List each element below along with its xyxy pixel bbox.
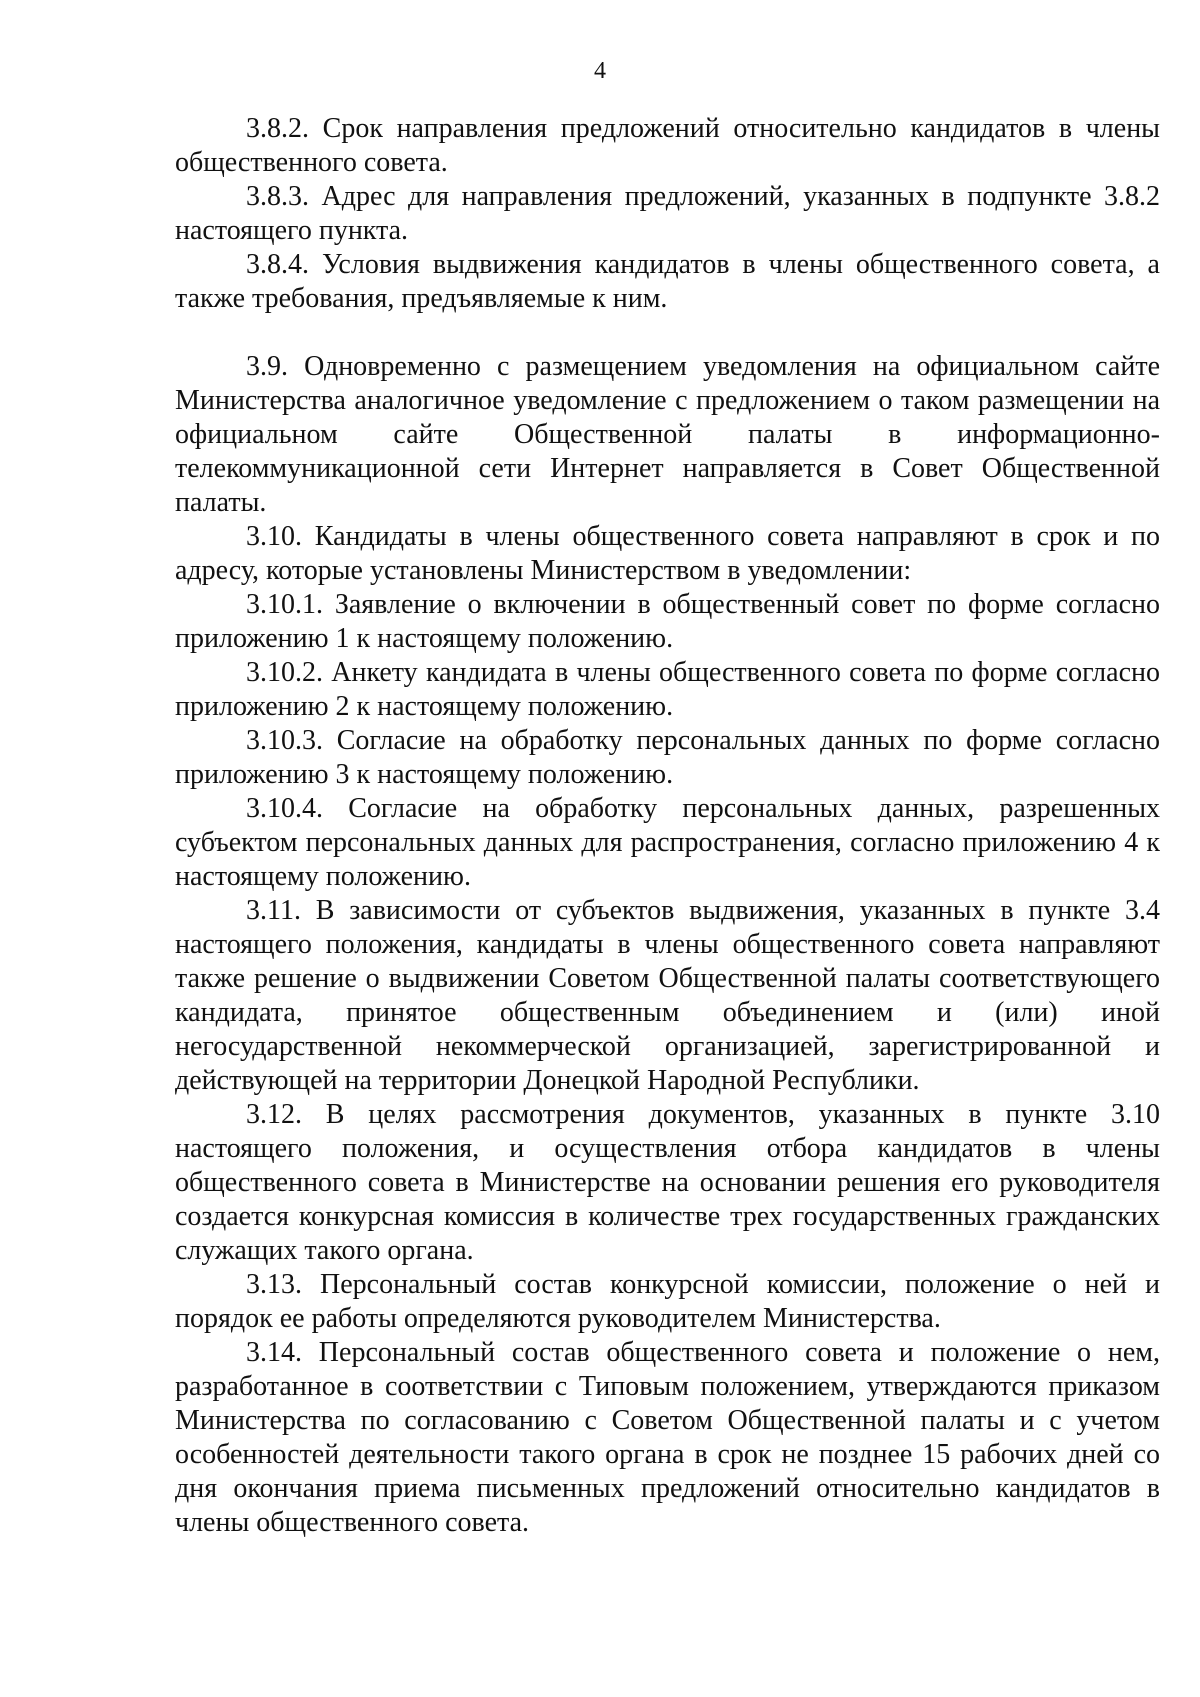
paragraph-3-10-2: 3.10.2. Анкету кандидата в члены общественного совета по форме согласно приложению 2 к настоящему положению.	[175, 657, 1160, 722]
paragraph-3-11: 3.11. В зависимости от субъектов выдвижения, указанных в пункте 3.4 настоящего положения, кандидаты в члены общественного совета направляют также решение о выдвижении Советом Общественной палаты соответствующего кандидата, принятое общественным объединением и (или) иной негосударственной некоммерческой организацией, зарегистрированной и действующей на территории Донецкой Народной Республики.	[175, 895, 1160, 1096]
paragraph-3-10-4: 3.10.4. Согласие на обработку персональных данных, разрешенных субъектом персональных данных для распространения, согласно приложению 4 к настоящему положению.	[175, 793, 1160, 892]
paragraph-3-10-1: 3.10.1. Заявление о включении в общественный совет по форме согласно приложению 1 к настоящему положению.	[175, 589, 1160, 654]
paragraph-3-13: 3.13. Персональный состав конкурсной комиссии, положение о ней и порядок ее работы определяются руководителем Министерства.	[175, 1269, 1160, 1334]
page-number: 4	[594, 58, 606, 84]
paragraph-3-8-4: 3.8.4. Условия выдвижения кандидатов в члены общественного совета, а также требования, предъявляемые к ним.	[175, 249, 1160, 314]
paragraph-3-10: 3.10. Кандидаты в члены общественного совета направляют в срок и по адресу, которые установлены Министерством в уведомлении:	[175, 521, 1160, 586]
paragraph-3-10-3: 3.10.3. Согласие на обработку персональных данных по форме согласно приложению 3 к настоящему положению.	[175, 725, 1160, 790]
paragraph-3-8-2: 3.8.2. Срок направления предложений относительно кандидатов в члены общественного совета.	[175, 113, 1160, 178]
paragraph-3-8-3: 3.8.3. Адрес для направления предложений, указанных в подпункте 3.8.2 настоящего пункта.	[175, 181, 1160, 246]
paragraph-3-12: 3.12. В целях рассмотрения документов, указанных в пункте 3.10 настоящего положения, и осуществления отбора кандидатов в члены общественного совета в Министерстве на основании решения его руководителя создается конкурсная комиссия в количестве трех государственных гражданских служащих такого органа.	[175, 1099, 1160, 1266]
paragraph-3-14: 3.14. Персональный состав общественного совета и положение о нем, разработанное в соответствии с Типовым положением, утверждаются приказом Министерства по согласованию с Советом Общественной палаты и с учетом особенностей деятельности такого органа в срок не позднее 15 рабочих дней со дня окончания приема письменных предложений относительно кандидатов в члены общественного совета.	[175, 1337, 1160, 1538]
document-body	[175, 112, 1160, 1540]
paragraph-3-9: 3.9. Одновременно с размещением уведомления на официальном сайте Министерства аналогичное уведомление с предложением о таком размещении на официальном сайте Общественной палаты в информационно-телекоммуникационной сети Интернет направляется в Совет Общественной палаты.	[175, 351, 1160, 518]
